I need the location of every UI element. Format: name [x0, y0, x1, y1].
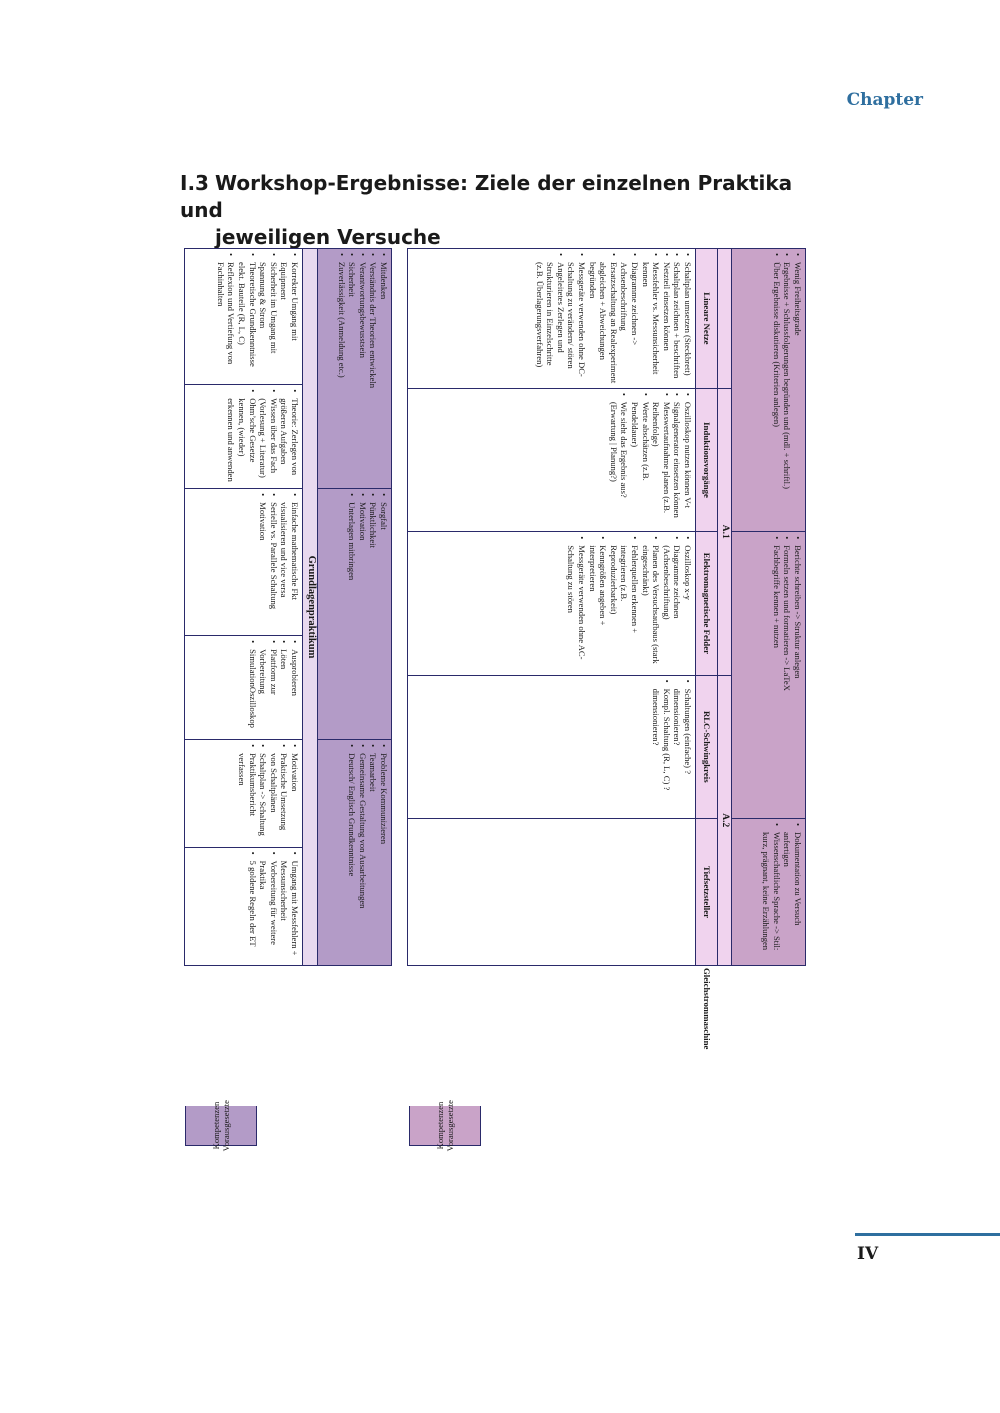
experiment-header: Induktionsvorgänge [696, 388, 718, 531]
bullet-item: • Kenngrößen angeben + interpretieren [587, 536, 608, 670]
experiment-header: Elektromagnetische Felder [696, 532, 718, 675]
bullet-item: • Planen des Versuchsaufbaus (stark eingeschränkt) [640, 536, 661, 670]
section-title [180, 170, 820, 251]
bullet-item: • Über Ergebnisse diskutieren (Kriterien anlegen) [771, 253, 782, 527]
page-rule [855, 1233, 1000, 1236]
bullet-item: • Ohm’sche Gesetze kennen, (wieder) erkennen und anwenden [226, 389, 258, 484]
group-a1: A.1 [718, 388, 732, 675]
bullet-item: • Dokumentation zu Versuch anfertigen [782, 823, 803, 961]
bullet-item: • Schaltplan zeichnen + beschriften [672, 253, 683, 384]
bullet-item: • Ausprobieren [289, 640, 300, 735]
content-cell [185, 385, 303, 489]
grundlagen-banner: Grundlagenpraktikum [303, 249, 318, 966]
group-empty [718, 249, 732, 389]
bullet-item: • Vorbereitung für weitere Praktika [258, 852, 279, 961]
bullet-item: • Netzteil einsetzen können [661, 253, 672, 384]
content-cell [185, 847, 303, 965]
bullet-item: • Theorie: Zerlegen von größeren Aufgaben [279, 389, 300, 484]
bullet-item: • Sicherheit [347, 253, 358, 484]
competence-cell-3 [732, 818, 806, 965]
group-a2: A.2 [718, 675, 732, 965]
bullet-item: • Löten [279, 640, 290, 735]
bullet-item: • Messfehler vs. Messunsicherheit kennen [640, 253, 661, 384]
bullet-item: • Pünktlichkeit [368, 493, 379, 735]
side-label-line2: Kompetenzen [435, 1101, 445, 1150]
bullet-item: • Signalgenerator einsetzen können [672, 393, 683, 527]
bullet-item: • Praktische Umsetzung von Schaltplänen [268, 744, 289, 843]
content-cell [408, 675, 696, 818]
bullet-item: • Diagramme zeichnen (Achsenbeschriftung) [661, 536, 682, 670]
bullet-item: • Theoretische Grundkenntnisse elekt. Bauteile (R, L, C) [236, 253, 257, 380]
bullet-item: • Einfache mathematische Fkt visualisieren und vice versa [279, 493, 300, 631]
content-cell [185, 740, 303, 848]
experiment-header: RLC-Schwingkreis [696, 675, 718, 818]
bullet-item: • Wissenschaftliche Sprache -> Stil: kurz, prägnant, keine Erzählungen [761, 823, 782, 961]
side-label-line1: Vorausgesetzte [445, 1099, 455, 1152]
bullet-item: • Fachbegriffe kennen + nutzen [771, 536, 782, 814]
bullet-item: • Sicherheit im Umgang mit Spannung & Strom [258, 253, 279, 380]
side-label-line1: Vorausgesetzte [221, 1099, 231, 1152]
bullet-item: • Motivation [289, 744, 300, 843]
bullet-item: • Schaltungen (einfache) ?dimensionieren? [672, 680, 693, 814]
bullet-item: • Sorgfalt [378, 493, 389, 735]
versuche-table [407, 248, 806, 1050]
bullet-item: • Ersatzschaltung an Realexperiment abgleichen + Abweichungen begründen [587, 253, 619, 384]
bullet-item: • Berichte schreiben -> Struktur anlegen [792, 536, 803, 814]
bullet-item: • Fehlerquellen erkennen + integrieren (z.B. Reproduzierbarkeit) [608, 536, 640, 670]
content-cell [408, 388, 696, 531]
competence-cell-1 [732, 249, 806, 532]
bullet-item: • Probleme Kommunizieren [378, 744, 389, 961]
bullet-item: • Mitdenken [378, 253, 389, 484]
experiment-header: Lineare Netze [696, 249, 718, 389]
bullet-item: • Serielle vs. Parallele Schaltung [268, 493, 279, 631]
competence-cell-3 [318, 740, 392, 966]
side-label-line2: Kompetenzen [211, 1101, 221, 1150]
page-number: IV [857, 1244, 879, 1264]
experiment-header: Tiefsetzsteller [696, 818, 718, 965]
bullet-item: • Wie sieht das Ergebnis aus? (Erwartung | Planung?) [608, 393, 629, 527]
bullet-item: • Praktikumsbericht verfassen [236, 744, 257, 843]
content-cell [185, 489, 303, 636]
bullet-item: • Oszilloskop nutzen können V-t [682, 393, 693, 527]
competence-cell-2 [318, 489, 392, 740]
competence-cell-1 [318, 249, 392, 489]
bullet-item: • Formeln setzen und formatieren -> LaTeX [782, 536, 793, 814]
bullet-item: • Gemeinsame Gestaltung von Ausarbeitungen [357, 744, 368, 961]
side-label-competences-1 [185, 1099, 257, 1152]
bullet-item: • Kompl. Schaltung (R, L, C) ?dimensionieren? [651, 680, 672, 814]
section-title-line1: Workshop-Ergebnisse: Ziele der einzelnen Praktika und [180, 171, 793, 222]
bullet-item: • Teamarbeit [368, 744, 379, 961]
bullet-item: • Wenig Freiheitsgrade [792, 253, 803, 527]
bullet-item: • Reflexion und Vertiefung von Fachinhalten [215, 253, 236, 380]
content-cell [185, 249, 303, 385]
bullet-item: • Diagramme zeichnen -> Achsenbeschriftung [619, 253, 640, 384]
bullet-item: • Verantwortungsbewusstsein [357, 253, 368, 484]
section-number: I.3 [180, 171, 209, 195]
bullet-item: • Umgang mit Messfehlern + Messunsicherheit [279, 852, 300, 961]
bullet-item: • Schaltplan -> Schaltung [258, 744, 269, 843]
bullet-item: • Messwertaufnahme planen (z.B. Reihenfolge) [651, 393, 672, 527]
content-cell [408, 532, 696, 675]
bullet-item: • Motivation [357, 493, 368, 735]
bullet-item: • Messgeräte verwenden ohne DC-Schaltung zu verändern/ stören [566, 253, 587, 384]
bullet-item: • Unterlagen mitbringen [347, 493, 358, 735]
bullet-item: • Ergebnisse + Schlussfolgerungen begründen und (mdl. + schriftl.) [782, 253, 793, 527]
bullet-item: • SimulationOszilloskop [247, 640, 258, 735]
bullet-item: • Schaltplan umsetzen (Steckbrett) [682, 253, 693, 384]
bullet-item: • Messgeräte verwenden ohne AC-Schaltung zu stören [566, 536, 587, 670]
section-title-line2: jeweiligen Versuche [215, 225, 441, 249]
table-versuche [408, 248, 806, 1050]
grundlagen-table [184, 248, 392, 966]
bullet-item: • Angeleitetes Zerlegen und Strukturieren in Einzelschritte (z.B. Überlagerungsverfahren) [534, 253, 566, 384]
bullet-item: • Wissen über das Fach (Vorlesung + Literatur) [258, 389, 279, 484]
bullet-item: • Motivation [258, 493, 269, 631]
bullet-item: • Werte abschätzen (z.B. Pendeldauer) [629, 393, 650, 527]
bullet-item: • Deutsch/ Englisch Grundkenntnisse [347, 744, 358, 961]
bullet-item: • Zuverlässigkeit (Anmeldung etc.) [336, 253, 347, 484]
bullet-item: • Oszilloskop x-y [682, 536, 693, 670]
side-label-competences-2 [409, 1099, 481, 1152]
content-cell [185, 636, 303, 740]
table-grundlagenpraktikum [184, 248, 392, 966]
bullet-item: • Plattform zur Vorbereitung [258, 640, 279, 735]
content-cell [408, 249, 696, 389]
bullet-item: • Verständnis der Theorien entwickeln [368, 253, 379, 484]
chapter-label: Chapter [846, 90, 923, 110]
bullet-item: • 5 goldene Regeln der ET [247, 852, 258, 961]
bullet-item: • Korrekter Umgang mit Equipment [279, 253, 300, 380]
competence-cell-2 [732, 532, 806, 819]
content-cell [408, 818, 696, 965]
